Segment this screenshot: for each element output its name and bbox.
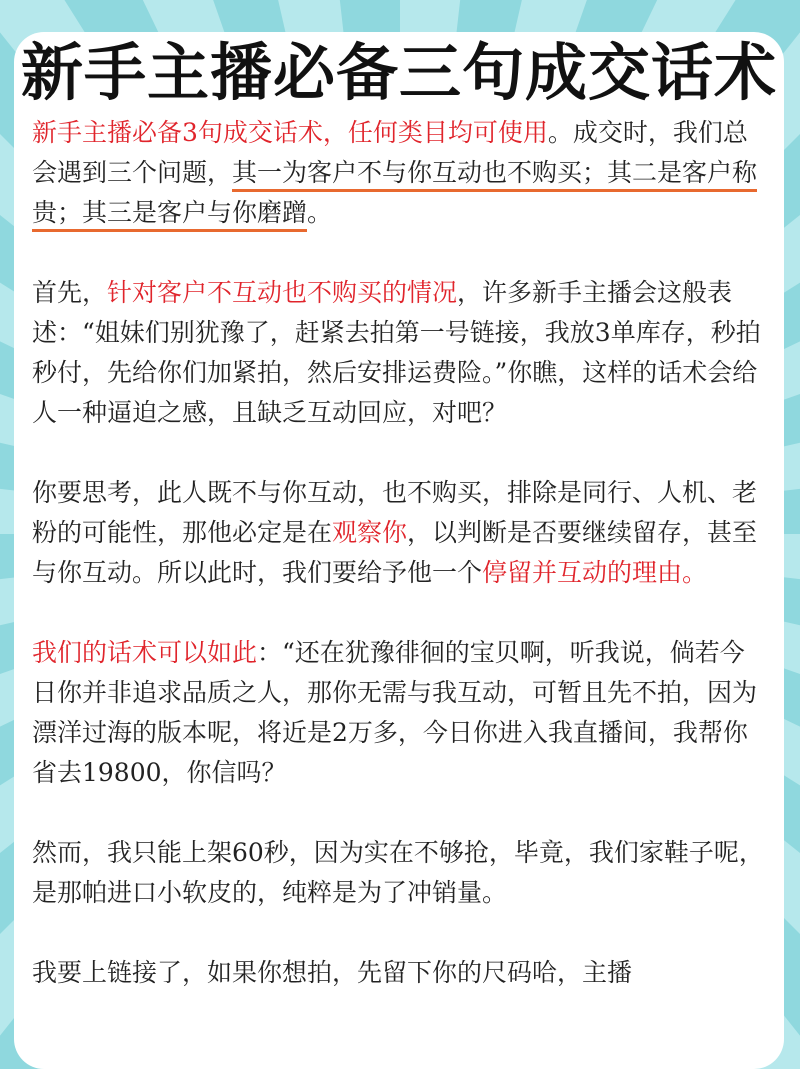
- body-text: 你要思考，此人既不与你互动，也不购买，排除是同行、人机、老粉的可能性，那他必定是在: [32, 478, 758, 547]
- body-text: ：“还在犹豫徘徊的宝贝啊，听我说，倘若今日你并非追求品质之人，那你无需与我互动，可暂且先不拍，因为漂洋过海的版本呢，将近是2万多，今日你进入我直播间，我帮你省去19800，你信吗？: [32, 638, 758, 787]
- body-text: 。成交时，我们总会遇到三个问题，: [32, 118, 748, 187]
- body-text: 。: [307, 198, 333, 227]
- highlighted-text: 我们的话术可以如此: [32, 638, 258, 667]
- body-text: ，许多新手主播会这般表述：“姐妹们别犹豫了，赶紧去拍第一号链接，我放3单库存，秒拍秒付，先给你们加紧拍，然后安排运费险。”你瞧，这样的话术会给人一种逼迫之感，且缺乏互动回应，对吧？: [32, 278, 761, 427]
- paragraph: [32, 473, 768, 593]
- article-body: [32, 113, 768, 1033]
- highlighted-text: 观察你: [332, 518, 408, 547]
- paragraph: [32, 953, 768, 993]
- body-text: 首先，: [32, 278, 108, 307]
- body-text: 我要上链接了，如果你想拍，先留下你的尺码哈，主播: [32, 958, 633, 987]
- body-text: ，以判断是否要继续留存，甚至与你互动。所以此时，我们要给予他一个: [32, 518, 758, 587]
- paragraph: [32, 113, 768, 233]
- paragraph: [32, 833, 768, 913]
- underlined-text: 其一为客户不与你互动也不购买；其二是客户称贵；其三是客户与你磨蹭: [32, 158, 757, 232]
- highlighted-text: 针对客户不互动也不购买的情况: [107, 278, 458, 307]
- page-title: 新手主播必备三句成交话术: [20, 36, 777, 109]
- content-card: [14, 32, 784, 1069]
- paragraph: [32, 273, 768, 433]
- highlighted-text: 新手主播必备3句成交话术，任何类目均可使用: [32, 118, 548, 147]
- highlighted-text: 停留并互动的理由。: [482, 558, 708, 587]
- body-text: 然而，我只能上架60秒，因为实在不够抢，毕竟，我们家鞋子呢，是那帕进口小软皮的，纯粹是为了冲销量。: [32, 838, 764, 907]
- paragraph: [32, 633, 768, 793]
